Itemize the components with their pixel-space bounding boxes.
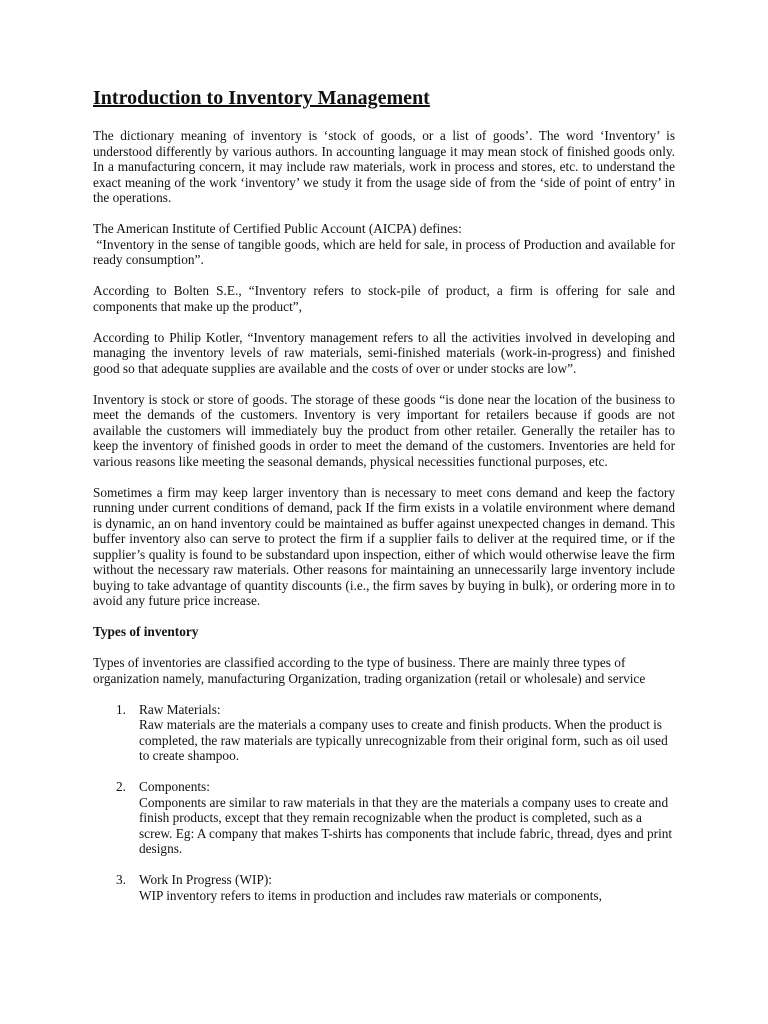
paragraph-aicpa-intro: The American Institute of Certified Public Account (AICPA) defines:: [93, 221, 462, 236]
list-item-description: WIP inventory refers to items in production and includes raw materials or components,: [139, 887, 602, 903]
inventory-types-list: [93, 702, 675, 904]
paragraph-kotler: According to Philip Kotler, “Inventory management refers to all the activities involved in developing and managing the inventory levels of raw materials, semi-finished materials (work-in-progress) and finished good so that adequate supplies are available and the costs of over or under stocks are low”.: [93, 329, 675, 376]
paragraph-storage: Inventory is stock or store of goods. The storage of these goods “is done near the location of the business to meet the demands of the customers. Inventory is very important for retailers because if goods are not available the customers will immediately buy the product from other retailer. Generally the retailer has to keep the inventory of finished goods in order to meet the demand of the customers. Inventories are held for various reasons like meeting the seasonal demands, physical necessities functional purposes, etc.: [93, 391, 675, 469]
paragraph-aicpa-definition: “Inventory in the sense of tangible goods, which are held for sale, in process of Production and available for ready consumption”.: [93, 236, 679, 267]
list-item-name: Raw Materials:: [139, 701, 221, 717]
document-title: Introduction to Inventory Management: [93, 87, 430, 109]
list-item-description: Components are similar to raw materials in that they are the materials a company uses to create and finish products, except that they remain recognizable when the product is completed, such as a screw. Eg: A company that makes T-shirts has components that include fabric, thread, dyes and print designs.: [139, 794, 673, 856]
list-item-name: Work In Progress (WIP):: [139, 872, 272, 887]
list-item-name: Components:: [139, 779, 210, 794]
list-number: 3.: [116, 872, 126, 887]
list-item-components: [93, 779, 675, 857]
list-item-work-in-progress: [93, 872, 675, 903]
paragraph-buffer-inventory: Sometimes a firm may keep larger inventory than is necessary to meet cons demand and keep the factory running under current conditions of demand, pack If the firm exists in a volatile environment where demand is dynamic, an on hand inventory could be maintained as buffer against unexpected changes in demand. This buffer inventory also can serve to protect the firm if a supplier fails to deliver at the required time, or if the supplier’s quality is found to be substandard upon inspection, either of which would otherwise leave the firm without the necessary raw materials. Other reasons for maintaining an unnecessarily large inventory include buying to take advantage of quantity discounts (i.e., the firm saves by buying in bulk), or ordering more in to avoid any future price increase.: [93, 484, 675, 608]
section-heading-types: Types of inventory: [93, 624, 199, 639]
paragraph-types-intro: Types of inventories are classified according to the type of business. There are mainly three types of organization namely, manufacturing Organization, trading organization (retail or wholesale) and service: [93, 655, 646, 686]
paragraph-dictionary-meaning: The dictionary meaning of inventory is ‘stock of goods, or a list of goods’. The word ‘Inventory’ is understood differently by various authors. In accounting language it may mean stock of finished goods only. In a manufacturing concern, it may include raw materials, work in process and stores, etc. to understand the exact meaning of the work ‘inventory’ we study it from the usage side of from the ‘side of point of entry’ in the operations.: [93, 128, 675, 205]
list-number: 1.: [116, 701, 126, 717]
paragraph-bolten: According to Bolten S.E., “Inventory refers to stock-pile of product, a firm is offering for sale and components that make up the product”,: [93, 283, 675, 314]
list-number: 2.: [116, 779, 126, 794]
list-item-raw-materials: [93, 702, 675, 764]
list-item-description: Raw materials are the materials a company uses to create and finish products. When the product is completed, the raw materials are typically unrecognizable from their original form, such as oil used to create shampoo.: [139, 717, 668, 763]
